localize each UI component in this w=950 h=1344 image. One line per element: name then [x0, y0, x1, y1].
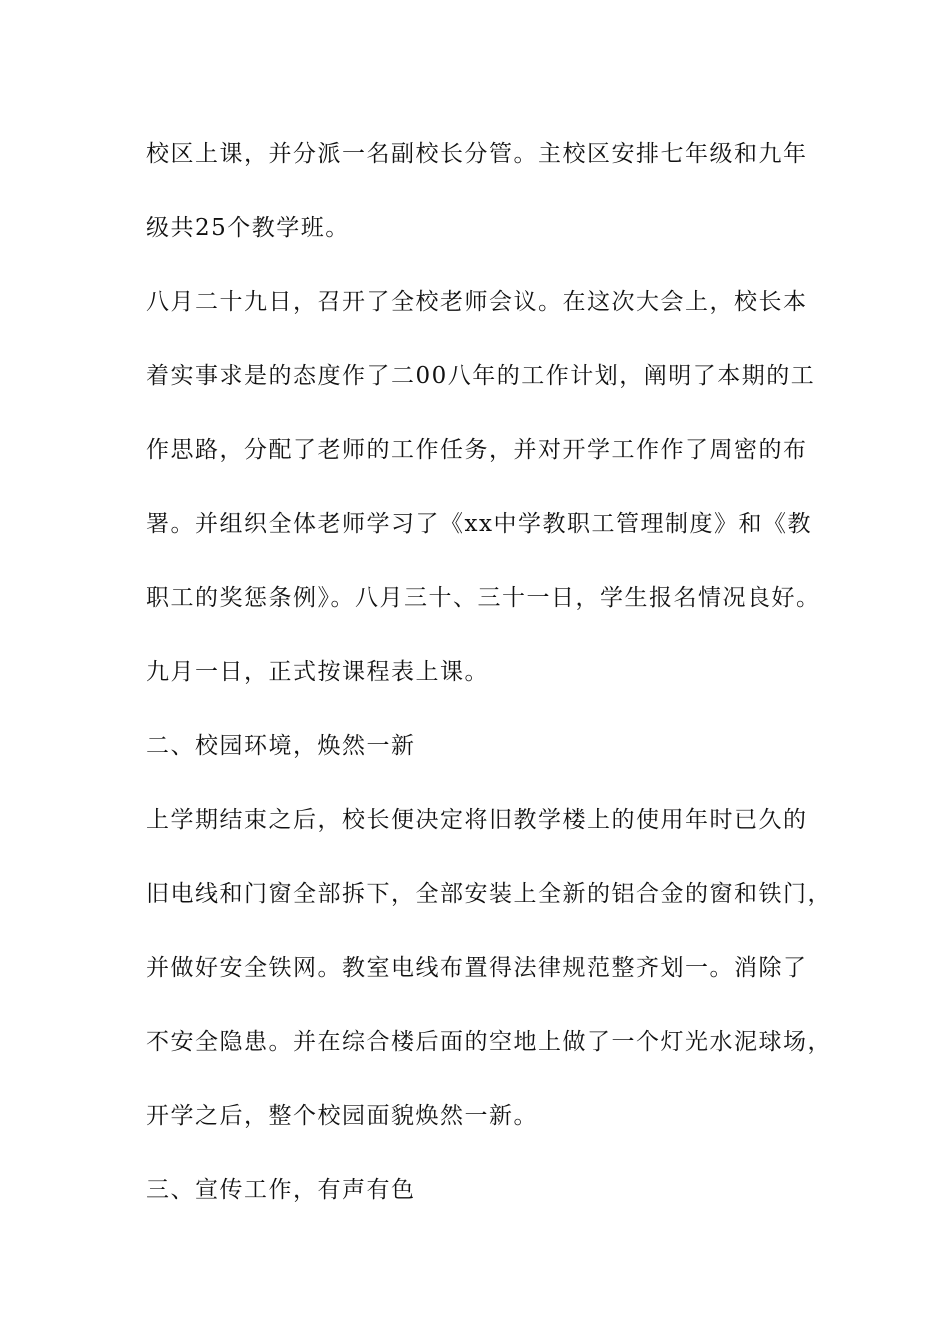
section-heading: 二、校园环境，焕然一新 — [146, 733, 416, 759]
paragraph-line: 八月二十九日，召开了全校老师会议。在这次大会上，校长本 — [146, 289, 808, 315]
paragraph-line: 旧电线和门窗全部拆下，全部安装上全新的铝合金的窗和铁门， — [146, 881, 832, 907]
paragraph-line: 职工的奖惩条例》。八月三十、三十一日，学生报名情况良好。 — [146, 585, 821, 611]
paragraph-line: 九月一日，正式按课程表上课。 — [146, 659, 489, 685]
paragraph-line: 校区上课，并分派一名副校长分管。主校区安排七年级和九年 — [146, 141, 808, 167]
section-heading: 三、宣传工作，有声有色 — [146, 1177, 416, 1203]
paragraph-line: 署。并组织全体老师学习了《xx中学教职工管理制度》和《教 — [146, 511, 812, 537]
paragraph-line: 作思路，分配了老师的工作任务，并对开学工作作了周密的布 — [146, 437, 808, 463]
paragraph-line: 并做好安全铁网。教室电线布置得法律规范整齐划一。消除了 — [146, 955, 808, 981]
paragraph-line: 上学期结束之后，校长便决定将旧教学楼上的使用年时已久的 — [146, 807, 808, 833]
paragraph-line: 级共25个教学班。 — [146, 215, 350, 241]
paragraph-line: 开学之后，整个校园面貌焕然一新。 — [146, 1103, 538, 1129]
paragraph-line: 不安全隐患。并在综合楼后面的空地上做了一个灯光水泥球场， — [146, 1029, 832, 1055]
paragraph-line: 着实事求是的态度作了二00八年的工作计划，阐明了本期的工 — [146, 363, 816, 389]
